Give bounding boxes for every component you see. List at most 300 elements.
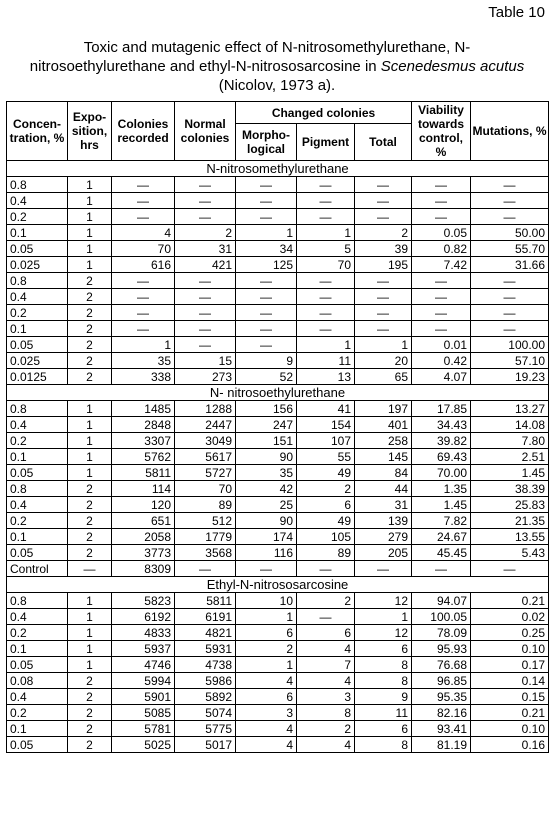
cell-pigment: — [297, 305, 355, 321]
cell-concentration: 0.2 [7, 705, 68, 721]
cell-morphological: 6 [236, 689, 297, 705]
cell-total: 197 [355, 401, 412, 417]
table-row [7, 465, 549, 481]
table-row [7, 417, 549, 433]
cell-concentration: 0.05 [7, 657, 68, 673]
cell-viability: 0.82 [412, 241, 471, 257]
cell-normal-colonies: 4821 [175, 625, 236, 641]
cell-morphological: 4 [236, 721, 297, 737]
table-row [7, 433, 549, 449]
cell-total: 6 [355, 721, 412, 737]
cell-total: 279 [355, 529, 412, 545]
header-normal-colonies: Normal colonies [175, 102, 236, 161]
cell-total: 9 [355, 689, 412, 705]
cell-morphological: 125 [236, 257, 297, 273]
cell-morphological: — [236, 321, 297, 337]
cell-normal-colonies: 31 [175, 241, 236, 257]
cell-concentration: 0.1 [7, 225, 68, 241]
cell-morphological: — [236, 337, 297, 353]
cell-concentration: 0.8 [7, 593, 68, 609]
cell-concentration: 0.4 [7, 417, 68, 433]
table-row [7, 449, 549, 465]
cell-morphological: 42 [236, 481, 297, 497]
cell-pigment: 107 [297, 433, 355, 449]
cell-mutations: 13.55 [471, 529, 549, 545]
table-row [7, 321, 549, 337]
cell-morphological: 10 [236, 593, 297, 609]
caption-line-2 [8, 57, 546, 76]
cell-total: 20 [355, 353, 412, 369]
cell-mutations: 50.00 [471, 225, 549, 241]
cell-pigment: 55 [297, 449, 355, 465]
results-table [6, 101, 549, 753]
cell-colonies-recorded: 5025 [112, 737, 175, 753]
cell-exposition: 1 [68, 449, 112, 465]
cell-normal-colonies: 2447 [175, 417, 236, 433]
cell-colonies-recorded: 3773 [112, 545, 175, 561]
cell-viability: 95.35 [412, 689, 471, 705]
cell-viability: — [412, 561, 471, 577]
cell-normal-colonies: 5775 [175, 721, 236, 737]
cell-viability: 7.42 [412, 257, 471, 273]
table-caption [8, 38, 546, 95]
cell-viability: 17.85 [412, 401, 471, 417]
cell-viability: 78.09 [412, 625, 471, 641]
cell-total: 139 [355, 513, 412, 529]
cell-exposition: 1 [68, 257, 112, 273]
cell-total: 65 [355, 369, 412, 385]
cell-total: — [355, 321, 412, 337]
cell-colonies-recorded: 5901 [112, 689, 175, 705]
cell-pigment: 154 [297, 417, 355, 433]
cell-mutations: — [471, 273, 549, 289]
cell-colonies-recorded: 5937 [112, 641, 175, 657]
cell-viability: 81.19 [412, 737, 471, 753]
cell-viability: 39.82 [412, 433, 471, 449]
section-header-row [7, 161, 549, 177]
cell-total: 195 [355, 257, 412, 273]
cell-viability: 0.01 [412, 337, 471, 353]
cell-morphological: — [236, 193, 297, 209]
cell-pigment: 2 [297, 481, 355, 497]
cell-total: 12 [355, 593, 412, 609]
cell-morphological: 1 [236, 657, 297, 673]
cell-total: 8 [355, 657, 412, 673]
cell-total: 44 [355, 481, 412, 497]
cell-colonies-recorded: 5994 [112, 673, 175, 689]
cell-normal-colonies: 5727 [175, 465, 236, 481]
cell-exposition: 2 [68, 705, 112, 721]
cell-mutations: 0.15 [471, 689, 549, 705]
header-colonies-recorded: Colonies recorded [112, 102, 175, 161]
cell-mutations: — [471, 561, 549, 577]
cell-concentration: 0.8 [7, 481, 68, 497]
cell-concentration: 0.2 [7, 625, 68, 641]
header-pigment: Pigment [297, 124, 355, 161]
cell-colonies-recorded: 4833 [112, 625, 175, 641]
cell-concentration: 0.1 [7, 529, 68, 545]
cell-pigment: 7 [297, 657, 355, 673]
header-viability: Viability towards control, % [412, 102, 471, 161]
cell-normal-colonies: 5017 [175, 737, 236, 753]
cell-mutations: 14.08 [471, 417, 549, 433]
cell-morphological: 156 [236, 401, 297, 417]
cell-viability: 100.05 [412, 609, 471, 625]
cell-total: — [355, 305, 412, 321]
cell-morphological: — [236, 273, 297, 289]
cell-pigment: 8 [297, 705, 355, 721]
table-row [7, 289, 549, 305]
header-mutations: Mutations, % [471, 102, 549, 161]
cell-exposition: 2 [68, 369, 112, 385]
table-row [7, 593, 549, 609]
table-row [7, 273, 549, 289]
cell-colonies-recorded: 2058 [112, 529, 175, 545]
cell-normal-colonies: 6191 [175, 609, 236, 625]
cell-morphological: 151 [236, 433, 297, 449]
cell-concentration: 0.4 [7, 497, 68, 513]
table-row [7, 353, 549, 369]
cell-total: — [355, 561, 412, 577]
cell-viability: 1.45 [412, 497, 471, 513]
cell-morphological: 52 [236, 369, 297, 385]
cell-morphological: — [236, 305, 297, 321]
cell-normal-colonies: — [175, 321, 236, 337]
cell-pigment: 70 [297, 257, 355, 273]
cell-concentration: 0.1 [7, 721, 68, 737]
cell-viability: 82.16 [412, 705, 471, 721]
cell-morphological: 35 [236, 465, 297, 481]
cell-exposition: 2 [68, 737, 112, 753]
cell-morphological: — [236, 561, 297, 577]
cell-pigment: — [297, 561, 355, 577]
cell-mutations: 19.23 [471, 369, 549, 385]
cell-mutations: 31.66 [471, 257, 549, 273]
cell-pigment: 4 [297, 737, 355, 753]
cell-concentration: 0.1 [7, 321, 68, 337]
caption-line-2-text: nitrosoethylurethane and ethyl-N-nitrososarcosine in [29, 58, 381, 75]
cell-morphological: — [236, 289, 297, 305]
table-row [7, 705, 549, 721]
table-row [7, 209, 549, 225]
cell-mutations: — [471, 177, 549, 193]
cell-pigment: 2 [297, 721, 355, 737]
cell-morphological: 3 [236, 705, 297, 721]
cell-viability: 45.45 [412, 545, 471, 561]
cell-exposition: 2 [68, 337, 112, 353]
cell-concentration: 0.2 [7, 513, 68, 529]
cell-morphological: 2 [236, 641, 297, 657]
cell-mutations: 0.10 [471, 641, 549, 657]
cell-normal-colonies: — [175, 273, 236, 289]
table-row [7, 673, 549, 689]
cell-colonies-recorded: 70 [112, 241, 175, 257]
cell-colonies-recorded: 4 [112, 225, 175, 241]
cell-total: 8 [355, 673, 412, 689]
cell-exposition: 1 [68, 609, 112, 625]
section-header-row [7, 385, 549, 401]
cell-viability: — [412, 305, 471, 321]
cell-concentration: 0.1 [7, 449, 68, 465]
cell-exposition: 1 [68, 241, 112, 257]
cell-pigment: 2 [297, 593, 355, 609]
cell-concentration: 0.08 [7, 673, 68, 689]
table-row [7, 721, 549, 737]
header-concentration: Concen- tration, % [7, 102, 68, 161]
cell-colonies-recorded: 8309 [112, 561, 175, 577]
cell-morphological: 247 [236, 417, 297, 433]
cell-normal-colonies: 15 [175, 353, 236, 369]
cell-mutations: 38.39 [471, 481, 549, 497]
cell-exposition: 2 [68, 321, 112, 337]
cell-pigment: 41 [297, 401, 355, 417]
cell-total: 2 [355, 225, 412, 241]
cell-mutations: 0.21 [471, 705, 549, 721]
cell-concentration: 0.4 [7, 609, 68, 625]
table-row [7, 193, 549, 209]
cell-concentration: 0.05 [7, 737, 68, 753]
cell-mutations: — [471, 209, 549, 225]
cell-colonies-recorded: — [112, 289, 175, 305]
cell-normal-colonies: — [175, 193, 236, 209]
cell-concentration: 0.025 [7, 257, 68, 273]
cell-colonies-recorded: 5762 [112, 449, 175, 465]
cell-colonies-recorded: — [112, 305, 175, 321]
table-row [7, 689, 549, 705]
cell-concentration: 0.05 [7, 241, 68, 257]
cell-total: 84 [355, 465, 412, 481]
cell-colonies-recorded: 2848 [112, 417, 175, 433]
cell-exposition: 2 [68, 513, 112, 529]
cell-normal-colonies: — [175, 289, 236, 305]
cell-normal-colonies: 421 [175, 257, 236, 273]
cell-colonies-recorded: — [112, 321, 175, 337]
header-changed-colonies: Changed colonies [236, 102, 412, 124]
cell-normal-colonies: 89 [175, 497, 236, 513]
cell-colonies-recorded: 35 [112, 353, 175, 369]
cell-pigment: 11 [297, 353, 355, 369]
cell-normal-colonies: 273 [175, 369, 236, 385]
cell-viability: 69.43 [412, 449, 471, 465]
table-row [7, 561, 549, 577]
cell-morphological: 6 [236, 625, 297, 641]
cell-normal-colonies: 5892 [175, 689, 236, 705]
cell-normal-colonies: 512 [175, 513, 236, 529]
cell-colonies-recorded: — [112, 209, 175, 225]
table-body [7, 161, 549, 753]
cell-concentration: 0.4 [7, 193, 68, 209]
cell-colonies-recorded: — [112, 193, 175, 209]
cell-viability: 96.85 [412, 673, 471, 689]
cell-total: 39 [355, 241, 412, 257]
section-title: Ethyl-N-nitrososarcosine [7, 577, 549, 593]
cell-total: 205 [355, 545, 412, 561]
cell-colonies-recorded: 651 [112, 513, 175, 529]
cell-morphological: 4 [236, 673, 297, 689]
cell-normal-colonies: 4738 [175, 657, 236, 673]
cell-mutations: 21.35 [471, 513, 549, 529]
table-row [7, 225, 549, 241]
cell-morphological: 174 [236, 529, 297, 545]
cell-viability: — [412, 321, 471, 337]
cell-exposition: 2 [68, 305, 112, 321]
cell-concentration: 0.8 [7, 177, 68, 193]
cell-total: — [355, 289, 412, 305]
cell-normal-colonies: 3049 [175, 433, 236, 449]
cell-viability: — [412, 177, 471, 193]
cell-total: — [355, 209, 412, 225]
cell-morphological: 25 [236, 497, 297, 513]
cell-exposition: 2 [68, 721, 112, 737]
cell-viability: — [412, 273, 471, 289]
cell-morphological: — [236, 209, 297, 225]
cell-exposition: 1 [68, 417, 112, 433]
cell-mutations: 100.00 [471, 337, 549, 353]
cell-colonies-recorded: 616 [112, 257, 175, 273]
species-name: Scenedesmus acutus [380, 58, 525, 75]
cell-normal-colonies: — [175, 337, 236, 353]
cell-pigment: 105 [297, 529, 355, 545]
cell-colonies-recorded: 5811 [112, 465, 175, 481]
table-row [7, 641, 549, 657]
cell-morphological: — [236, 177, 297, 193]
cell-normal-colonies: 1779 [175, 529, 236, 545]
cell-exposition: 2 [68, 289, 112, 305]
cell-viability: 34.43 [412, 417, 471, 433]
cell-viability: — [412, 289, 471, 305]
cell-exposition: 2 [68, 273, 112, 289]
cell-exposition: 2 [68, 353, 112, 369]
table-row [7, 337, 549, 353]
cell-mutations: — [471, 289, 549, 305]
cell-mutations: 0.14 [471, 673, 549, 689]
cell-normal-colonies: 3568 [175, 545, 236, 561]
cell-normal-colonies: 5811 [175, 593, 236, 609]
header-morphological: Morpho- logical [236, 124, 297, 161]
cell-normal-colonies: 5986 [175, 673, 236, 689]
cell-exposition: 1 [68, 193, 112, 209]
cell-pigment: 13 [297, 369, 355, 385]
table-row [7, 497, 549, 513]
cell-mutations: 25.83 [471, 497, 549, 513]
cell-total: 258 [355, 433, 412, 449]
cell-pigment: — [297, 209, 355, 225]
cell-exposition: — [68, 561, 112, 577]
cell-total: 11 [355, 705, 412, 721]
cell-pigment: — [297, 193, 355, 209]
table-row [7, 513, 549, 529]
cell-morphological: 116 [236, 545, 297, 561]
cell-exposition: 2 [68, 689, 112, 705]
cell-colonies-recorded: — [112, 273, 175, 289]
cell-exposition: 2 [68, 481, 112, 497]
cell-colonies-recorded: 6192 [112, 609, 175, 625]
cell-viability: 4.07 [412, 369, 471, 385]
cell-viability: 70.00 [412, 465, 471, 481]
cell-mutations: 0.21 [471, 593, 549, 609]
cell-total: 1 [355, 609, 412, 625]
cell-pigment: 6 [297, 625, 355, 641]
cell-colonies-recorded: 1485 [112, 401, 175, 417]
cell-normal-colonies: — [175, 177, 236, 193]
section-title: N- nitrosoethylurethane [7, 385, 549, 401]
table-row [7, 369, 549, 385]
cell-normal-colonies: 5931 [175, 641, 236, 657]
cell-exposition: 1 [68, 401, 112, 417]
table-row [7, 177, 549, 193]
cell-exposition: 1 [68, 177, 112, 193]
cell-normal-colonies: — [175, 561, 236, 577]
cell-mutations: 7.80 [471, 433, 549, 449]
cell-mutations: 2.51 [471, 449, 549, 465]
cell-exposition: 1 [68, 625, 112, 641]
cell-mutations: 5.43 [471, 545, 549, 561]
cell-morphological: 9 [236, 353, 297, 369]
cell-concentration: 0.0125 [7, 369, 68, 385]
cell-exposition: 1 [68, 433, 112, 449]
cell-mutations: 0.16 [471, 737, 549, 753]
caption-line-3: (Nicolov, 1973 a). [218, 77, 336, 94]
cell-morphological: 34 [236, 241, 297, 257]
cell-viability: 94.07 [412, 593, 471, 609]
cell-pigment: 5 [297, 241, 355, 257]
cell-concentration: 0.8 [7, 273, 68, 289]
cell-colonies-recorded: 120 [112, 497, 175, 513]
cell-concentration: 0.025 [7, 353, 68, 369]
cell-colonies-recorded: 5823 [112, 593, 175, 609]
cell-mutations: 0.17 [471, 657, 549, 673]
cell-mutations: 55.70 [471, 241, 549, 257]
cell-morphological: 4 [236, 737, 297, 753]
cell-colonies-recorded: 4746 [112, 657, 175, 673]
cell-mutations: 1.45 [471, 465, 549, 481]
cell-exposition: 2 [68, 529, 112, 545]
cell-mutations: — [471, 193, 549, 209]
cell-total: 8 [355, 737, 412, 753]
cell-mutations: 0.10 [471, 721, 549, 737]
cell-concentration: 0.4 [7, 289, 68, 305]
header-exposition: Expo- sition, hrs [68, 102, 112, 161]
cell-mutations: — [471, 321, 549, 337]
cell-total: — [355, 273, 412, 289]
cell-colonies-recorded: 5085 [112, 705, 175, 721]
cell-pigment: 1 [297, 337, 355, 353]
cell-exposition: 2 [68, 497, 112, 513]
cell-concentration: 0.1 [7, 641, 68, 657]
cell-pigment: — [297, 289, 355, 305]
cell-concentration: 0.4 [7, 689, 68, 705]
table-number-label: Table 10 [488, 4, 545, 21]
cell-normal-colonies: 5074 [175, 705, 236, 721]
cell-exposition: 1 [68, 209, 112, 225]
cell-pigment: 4 [297, 641, 355, 657]
cell-concentration: 0.05 [7, 337, 68, 353]
cell-concentration: 0.2 [7, 305, 68, 321]
cell-total: 401 [355, 417, 412, 433]
cell-pigment: — [297, 609, 355, 625]
cell-total: — [355, 177, 412, 193]
cell-pigment: 1 [297, 225, 355, 241]
cell-total: 12 [355, 625, 412, 641]
cell-colonies-recorded: 1 [112, 337, 175, 353]
table-row [7, 529, 549, 545]
table-row [7, 737, 549, 753]
cell-concentration: Control [7, 561, 68, 577]
cell-mutations: — [471, 305, 549, 321]
cell-viability: — [412, 193, 471, 209]
cell-exposition: 1 [68, 593, 112, 609]
cell-pigment: 89 [297, 545, 355, 561]
